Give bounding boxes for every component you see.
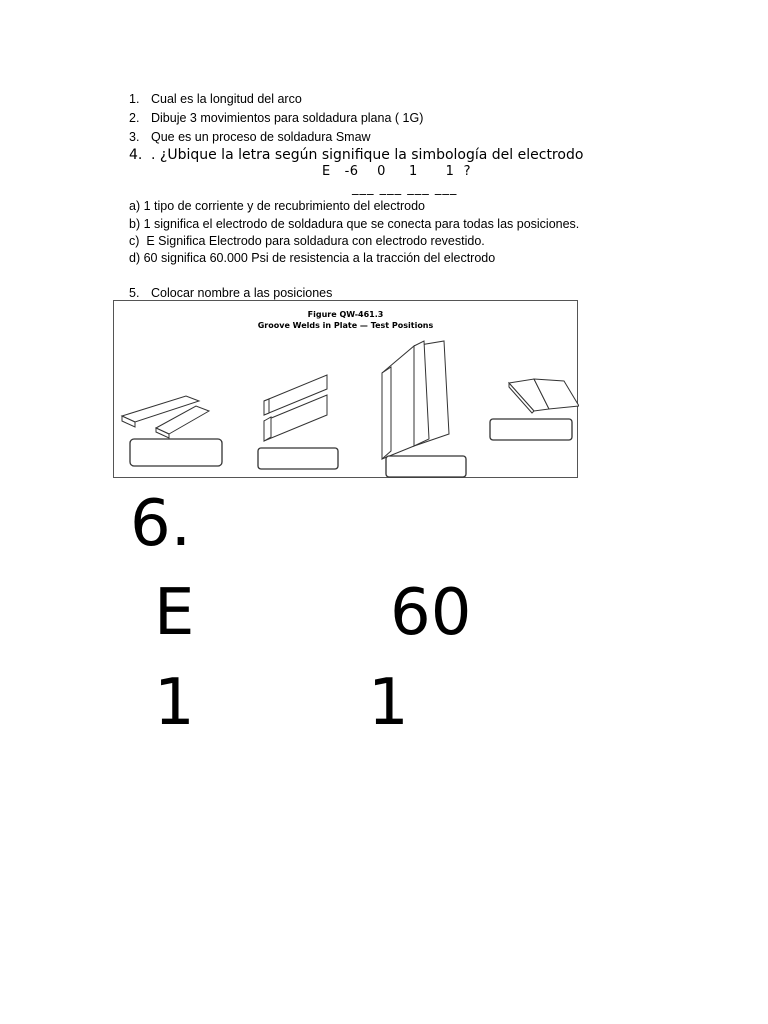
answer-6-value-60: 60 xyxy=(390,576,472,650)
electrode-code: E -6 0 1 1 ? xyxy=(322,164,472,179)
horizontal-plate-icon xyxy=(264,375,327,441)
answer-6-letter-e: E xyxy=(154,576,195,650)
question-number: 4. xyxy=(129,147,143,163)
answer-box-horizontal xyxy=(258,448,338,469)
question-number: 2. xyxy=(129,111,140,125)
answer-box-vertical xyxy=(386,456,466,477)
electrode-blanks: ___ ___ ___ ___ xyxy=(352,181,458,196)
question-text: Colocar nombre a las posiciones xyxy=(151,286,333,300)
question-number: 3. xyxy=(129,130,140,144)
question-text: . ¿Ubique la letra según signifique la simbología del electrodo xyxy=(151,147,584,163)
question-number: 1. xyxy=(129,92,140,106)
figure-subtitle: Groove Welds in Plate — Test Positions xyxy=(257,321,434,330)
option-b: b) 1 significa el electrodo de soldadura que se conecta para todas las posiciones. xyxy=(129,217,580,231)
question-text: Que es un proceso de soldadura Smaw xyxy=(151,130,371,144)
figure-title: Figure QW-461.3 xyxy=(307,310,384,319)
question-5 xyxy=(129,286,332,300)
question-3 xyxy=(129,130,371,144)
answer-box-flat xyxy=(130,439,222,466)
answer-6-digit-1b: 1 xyxy=(368,666,409,740)
question-text: Cual es la longitud del arco xyxy=(151,92,302,106)
answer-6-number: 6. xyxy=(130,487,192,561)
overhead-plate-icon xyxy=(509,379,579,413)
answer-box-overhead xyxy=(490,419,572,440)
test-positions-figure xyxy=(113,300,578,478)
vertical-plate-icon xyxy=(382,341,449,459)
option-a: a) 1 tipo de corriente y de recubrimiento del electrodo xyxy=(129,199,425,213)
answer-6-digit-1a: 1 xyxy=(154,666,195,740)
question-4 xyxy=(129,147,583,163)
question-2 xyxy=(129,111,423,125)
weld-plates-drawing xyxy=(114,301,579,479)
option-d: d) 60 significa 60.000 Psi de resistencia a la tracción del electrodo xyxy=(129,251,496,265)
option-c: c) E Significa Electrodo para soldadura con electrodo revestido. xyxy=(129,234,485,248)
question-text: Dibuje 3 movimientos para soldadura plana ( 1G) xyxy=(151,111,424,125)
flat-plate-icon xyxy=(122,396,209,438)
question-1 xyxy=(129,92,302,106)
question-number: 5. xyxy=(129,286,140,300)
